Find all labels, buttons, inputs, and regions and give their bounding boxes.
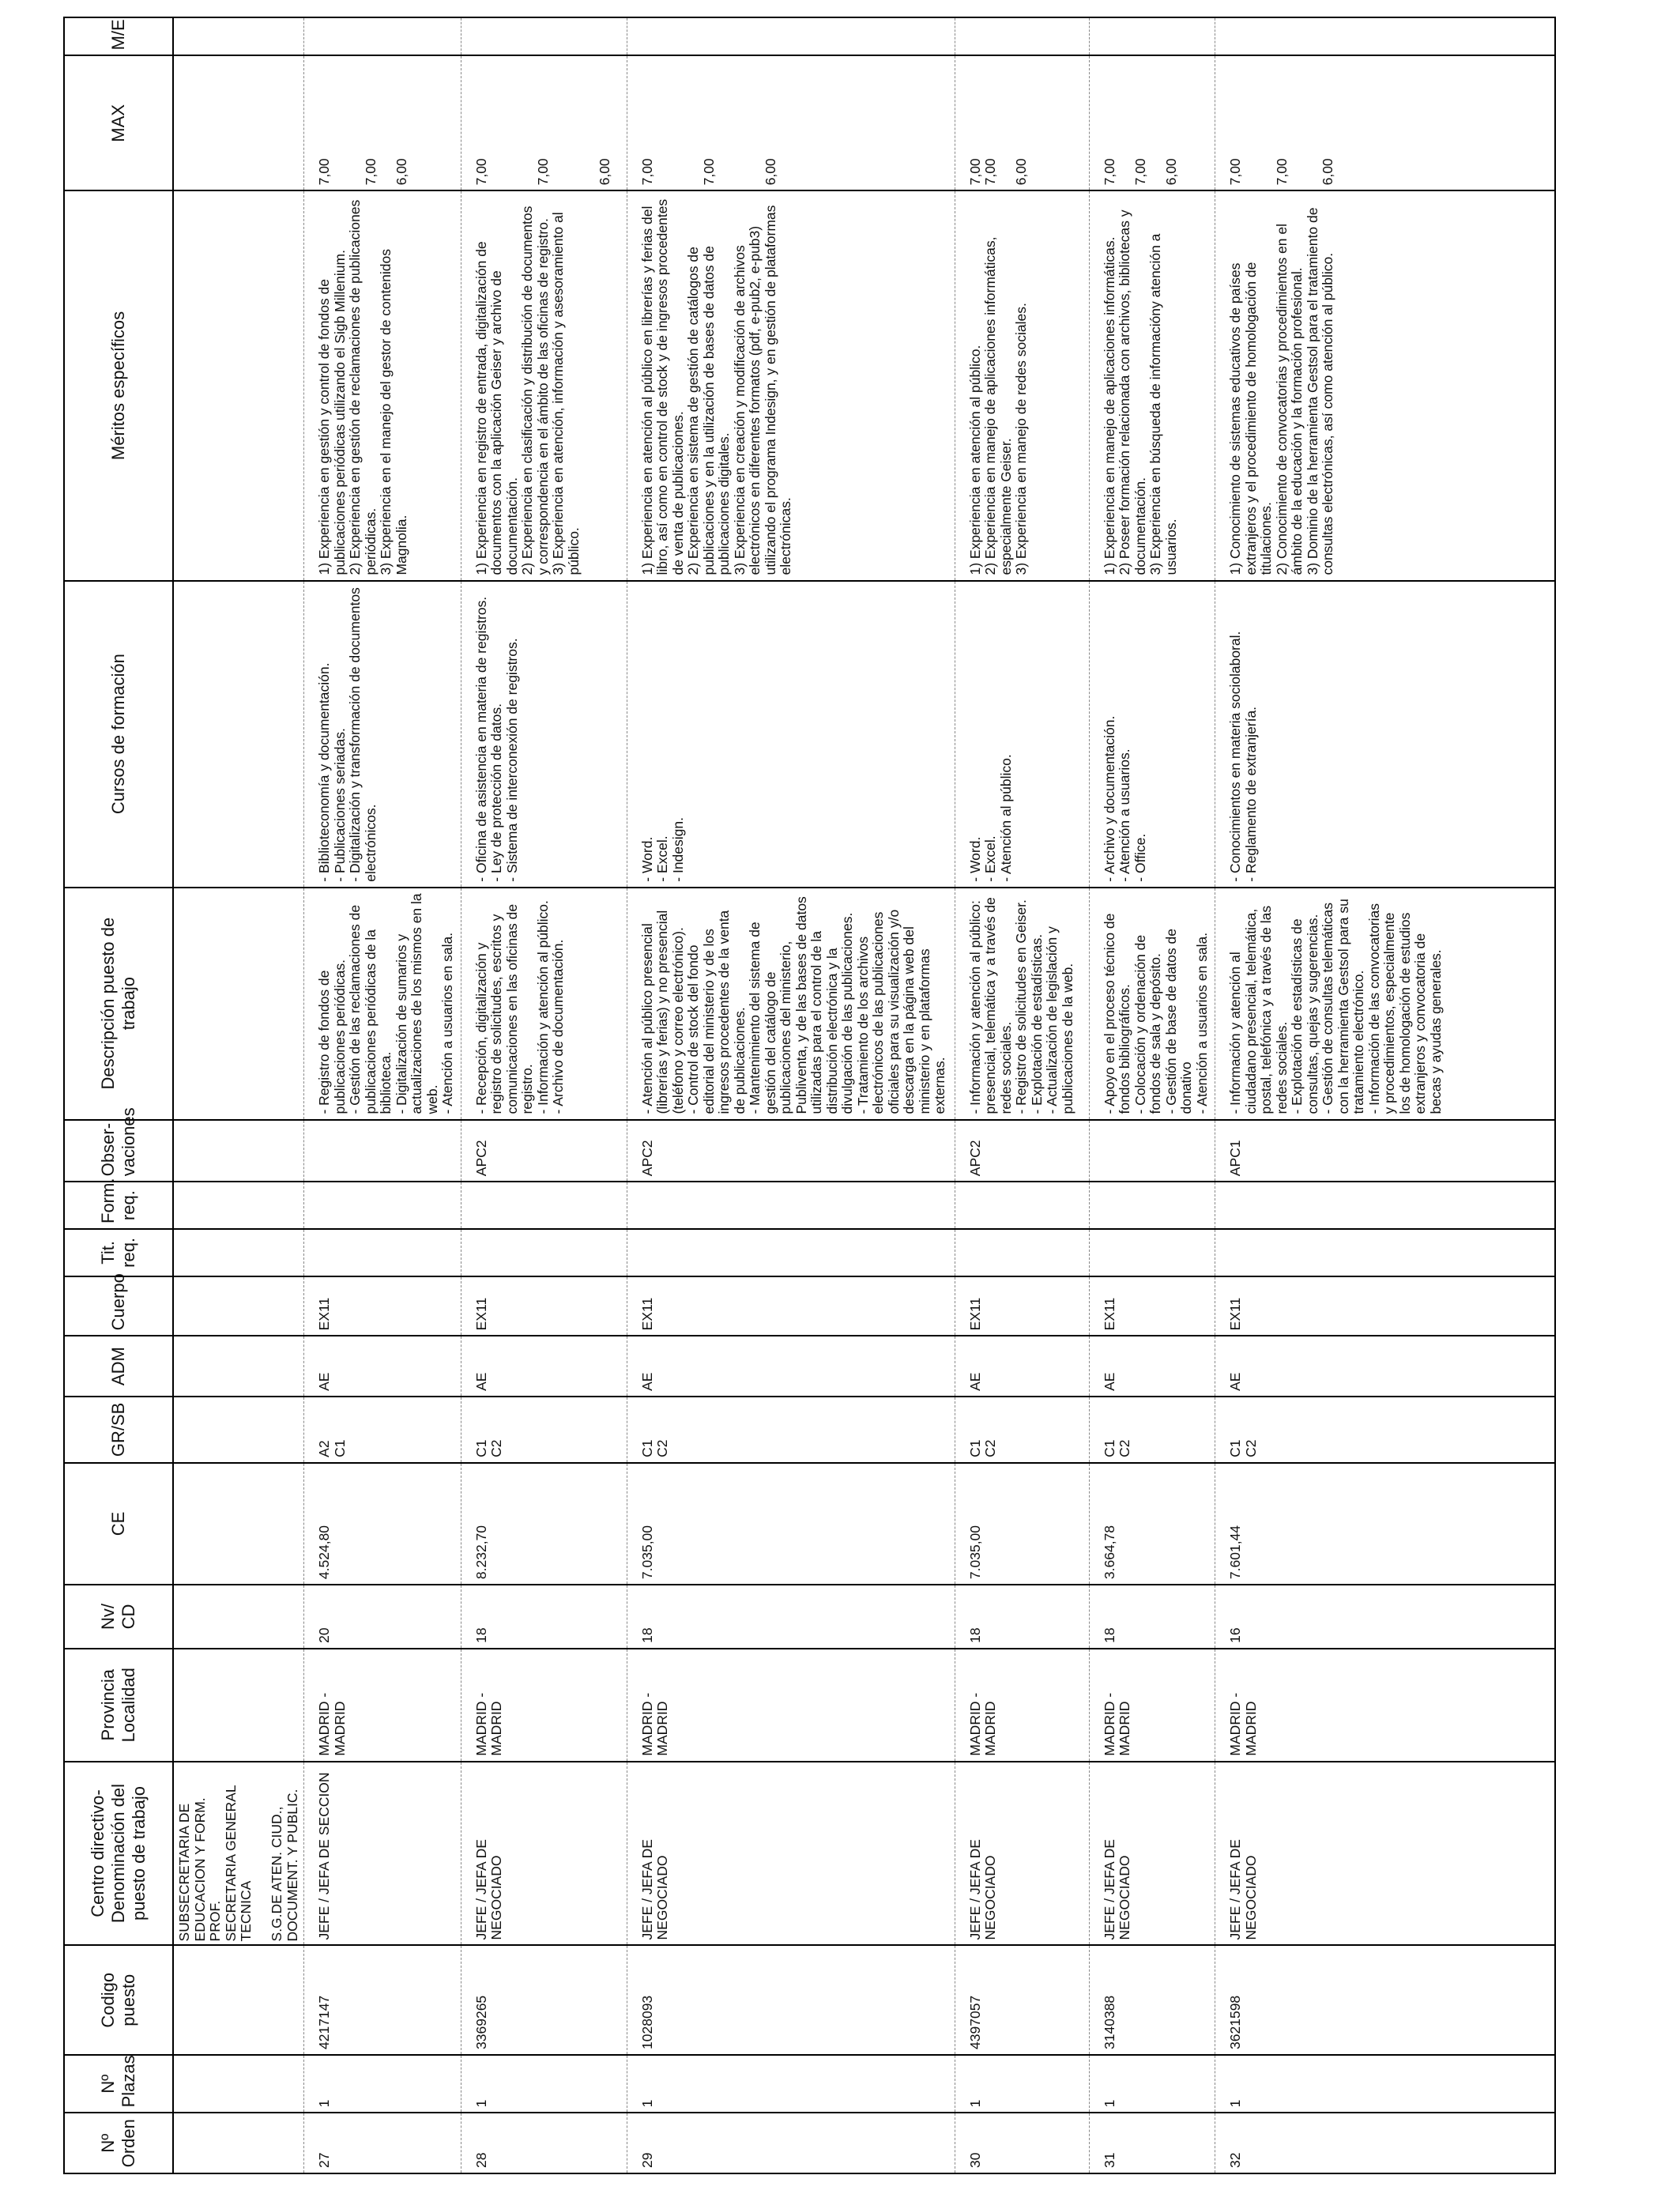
- col-header-centro: Centro directivo-Denominación del puesto de trabajo: [64, 1762, 173, 1946]
- col-header-codigo: Codigo puesto: [64, 1945, 173, 2054]
- tit-cell: [955, 1229, 1089, 1276]
- cursos-cell: - Biblioteconomía y documentación. - Publicaciones seriadas. - Digitalización y transformación de documentos electrónicos.: [304, 581, 461, 888]
- max-cell: 7,00 7,00 6,00: [1089, 55, 1215, 190]
- cursos-cell: - Word. - Excel. - Atención al público.: [955, 581, 1089, 888]
- orden-cell: 31: [1089, 2113, 1215, 2173]
- form-cell: [955, 1182, 1089, 1229]
- form-cell: [1215, 1182, 1555, 1229]
- col-header-descripcion: Descripción puesto de trabajo: [64, 888, 173, 1120]
- orden-cell: 30: [955, 2113, 1089, 2173]
- puesto-cell: JEFE / JEFA DE NEGOCIADO: [1215, 1762, 1555, 1946]
- col-header-tit: Tit. req.: [64, 1229, 173, 1276]
- me-cell: [1215, 17, 1555, 55]
- table-row: [1089, 17, 1215, 2173]
- obs-cell: APC2: [627, 1120, 955, 1182]
- adm-cell: AE: [1215, 1336, 1555, 1397]
- col-header-form: Form. req.: [64, 1182, 173, 1229]
- job-listing-table: [63, 17, 1556, 2174]
- cursos-cell: - Conocimientos en materia sociolaboral. - Reglamento de extranjería.: [1215, 581, 1555, 888]
- form-cell: [304, 1182, 461, 1229]
- provincia-cell: MADRID - MADRID: [1089, 1649, 1215, 1762]
- me-cell: [461, 17, 627, 55]
- me-cell: [627, 17, 955, 55]
- plazas-cell: 1: [1215, 2055, 1555, 2113]
- puesto-cell: JEFE / JEFA DE NEGOCIADO: [461, 1762, 627, 1946]
- nivel-cell: 18: [461, 1585, 627, 1649]
- ce-cell: 7.601,44: [1215, 1463, 1555, 1585]
- grsb-cell: C1 C2: [627, 1397, 955, 1463]
- descripcion-cell: - Información y atención al ciudadano presencial, telemática, postal, telefónica y a través de las redes sociales. - Explotación de estadísticas de consultas, quejas y sugerencias. - Gestión de consultas telemáticas con la herramienta Gestsol para su tratamiento electrónico. - Información de las convocatorias y procedimientos, especialmente los de homologación de estudios extranjeros y convocatoria de becas y ayudas generales.: [1215, 888, 1555, 1120]
- plazas-cell: 1: [627, 2055, 955, 2113]
- col-header-provincia: Provincia Localidad: [64, 1649, 173, 1762]
- plazas-cell: 1: [461, 2055, 627, 2113]
- max-cell: 7,00 7,00 6,00: [627, 55, 955, 190]
- col-header-nivel: Nv/ CD: [64, 1585, 173, 1649]
- form-cell: [627, 1182, 955, 1229]
- obs-cell: APC2: [955, 1120, 1089, 1182]
- ce-cell: 7.035,00: [955, 1463, 1089, 1585]
- adm-cell: AE: [304, 1336, 461, 1397]
- meritos-cell: 1) Experiencia en atención al público. 2) Experiencia en manejo de aplicaciones informáticas, especialmente Geiser. 3) Experiencia en manejo de redes sociales.: [955, 190, 1089, 580]
- codigo-cell: 3621598: [1215, 1945, 1555, 2054]
- table-row: [461, 17, 627, 2173]
- meritos-cell: 1) Experiencia en gestión y control de fondos de publicaciones periódicas utilizando el Sigb Millenium. 2) Experiencia en gestión de reclamaciones de publicaciones periódicas. 3) Experiencia en el manejo del gestor de contenidos Magnolia.: [304, 190, 461, 580]
- ce-cell: 8.232,70: [461, 1463, 627, 1585]
- col-header-cuerpo: Cuerpo: [64, 1276, 173, 1336]
- descripcion-cell: - Atención al público presencial (librerías y ferias) y no presencial (teléfono y correo electrónico). - Control de stock del fondo editorial del ministerio y de los ingresos procedentes de la venta de publicaciones. - Mantenimiento del sistema de gestión del catálogo de publicaciones del ministerio, Publiventa, y de las bases de datos utilizadas para el control de la distribución electrónica y la divulgación de las publicaciones. - Tratamiento de los archivos electrónicos de las publicaciones oficiales para su visualización y/o descarga en la página web del ministerio y en plataformas externas.: [627, 888, 955, 1120]
- cuerpo-cell: EX11: [627, 1276, 955, 1336]
- nivel-cell: 18: [955, 1585, 1089, 1649]
- nivel-cell: 18: [627, 1585, 955, 1649]
- col-header-plazas: Nº Plazas: [64, 2055, 173, 2113]
- plazas-cell: 1: [1089, 2055, 1215, 2113]
- max-cell: 7,00 7,00 6,00: [1215, 55, 1555, 190]
- puesto-cell: JEFE / JEFA DE NEGOCIADO: [955, 1762, 1089, 1946]
- obs-cell: [1089, 1120, 1215, 1182]
- col-header-obs: Obser-vaciones: [64, 1120, 173, 1182]
- codigo-cell: 4217147: [304, 1945, 461, 2054]
- provincia-cell: MADRID - MADRID: [1215, 1649, 1555, 1762]
- cuerpo-cell: EX11: [1215, 1276, 1555, 1336]
- grsb-cell: C1 C2: [1215, 1397, 1555, 1463]
- col-header-cursos: Cursos de formación: [64, 581, 173, 888]
- max-cell: 7,00 7,00 6,00: [304, 55, 461, 190]
- col-header-adm: ADM: [64, 1336, 173, 1397]
- descripcion-cell: - Información y atención al público: presencial, telemática y a través de redes sociales. - Registro de solicitudes en Geiser. - Explotación de estadísticas. - Actualización de legislación y publicaciones de la web.: [955, 888, 1089, 1120]
- puesto-cell: JEFE / JEFA DE NEGOCIADO: [627, 1762, 955, 1946]
- codigo-cell: 4397057: [955, 1945, 1089, 2054]
- plazas-cell: 1: [955, 2055, 1089, 2113]
- cuerpo-cell: EX11: [304, 1276, 461, 1336]
- col-header-me: M/E: [64, 17, 173, 55]
- meritos-cell: 1) Experiencia en atención al público en librerías y ferias del libro, así como en control de stock y de ingresos procedentes de venta de publicaciones. 2) Experiencia en sistema de gestión de catálogos de publicaciones y en la utilización de bases de datos de publicaciones digitales. 3) Experiencia en creación y modificación de archivos electrónicos en diferentes formatos (pdf, e-pub2, e-pub3) utilizando el programa Indesign, y en gestión de plataformas electrónicas.: [627, 190, 955, 580]
- provincia-cell: MADRID - MADRID: [304, 1649, 461, 1762]
- centro-directivo-row: [173, 17, 304, 2173]
- descripcion-cell: - Registro de fondos de publicaciones periódicas. - Gestión de las reclamaciones de publicaciones periódicas de la biblioteca. - Digitalización de sumarios y actualizaciones de los mismos en la web. - Atención a usuarios en sala.: [304, 888, 461, 1120]
- codigo-cell: 3369265: [461, 1945, 627, 2054]
- nivel-cell: 20: [304, 1585, 461, 1649]
- grsb-cell: C1 C2: [461, 1397, 627, 1463]
- provincia-cell: MADRID - MADRID: [627, 1649, 955, 1762]
- header-row: [64, 17, 173, 2173]
- grsb-cell: C1 C2: [955, 1397, 1089, 1463]
- adm-cell: AE: [627, 1336, 955, 1397]
- ce-cell: 3.664,78: [1089, 1463, 1215, 1585]
- obs-cell: [304, 1120, 461, 1182]
- codigo-cell: 3140388: [1089, 1945, 1215, 2054]
- descripcion-cell: - Apoyo en el proceso técnico de fondos bibliográficos. - Colocación y ordenación de fondos de sala y depósito. - Gestión de base de datos de donativo - Atención a usuarios en sala.: [1089, 888, 1215, 1120]
- max-cell: 7,00 7,00 6,00: [955, 55, 1089, 190]
- table-row: [627, 17, 955, 2173]
- meritos-cell: 1) Experiencia en manejo de aplicaciones informáticas. 2) Poseer formación relacionada con archivos, bibliotecas y documentación. 3) Experiencia en búsqueda de informacióny atención a usuarios.: [1089, 190, 1215, 580]
- grsb-cell: C1 C2: [1089, 1397, 1215, 1463]
- nivel-cell: 16: [1215, 1585, 1555, 1649]
- col-header-max: MAX: [64, 55, 173, 190]
- tit-cell: [304, 1229, 461, 1276]
- table-row: [955, 17, 1089, 2173]
- orden-cell: 32: [1215, 2113, 1555, 2173]
- col-header-meritos: Méritos específicos: [64, 190, 173, 580]
- puesto-cell: JEFE / JEFA DE SECCION: [304, 1762, 461, 1946]
- tit-cell: [627, 1229, 955, 1276]
- col-header-orden: Nº Orden: [64, 2113, 173, 2173]
- cuerpo-cell: EX11: [1089, 1276, 1215, 1336]
- table-row: [1215, 17, 1555, 2173]
- form-cell: [1089, 1182, 1215, 1229]
- me-cell: [955, 17, 1089, 55]
- adm-cell: AE: [461, 1336, 627, 1397]
- col-header-ce: CE: [64, 1463, 173, 1585]
- ce-cell: 7.035,00: [627, 1463, 955, 1585]
- puesto-cell: JEFE / JEFA DE NEGOCIADO: [1089, 1762, 1215, 1946]
- ce-cell: 4.524,80: [304, 1463, 461, 1585]
- cuerpo-cell: EX11: [955, 1276, 1089, 1336]
- cursos-cell: - Archivo y documentación. - Atención a usuarios. - Office.: [1089, 581, 1215, 888]
- orden-cell: 29: [627, 2113, 955, 2173]
- tit-cell: [1089, 1229, 1215, 1276]
- orden-cell: 28: [461, 2113, 627, 2173]
- centro-directivo-text: SUBSECRETARIA DE EDUCACION Y FORM. PROF. SECRETARIA GENERAL TECNICA S.G.DE ATEN. CIUD., DOCUMENT. Y PUBLIC.: [173, 1762, 304, 1946]
- col-header-grsb: GR/SB: [64, 1397, 173, 1463]
- cursos-cell: - Word. - Excel. - Indesign.: [627, 581, 955, 888]
- max-cell: 7,00 7,00 6,00: [461, 55, 627, 190]
- adm-cell: AE: [1089, 1336, 1215, 1397]
- tit-cell: [1215, 1229, 1555, 1276]
- me-cell: [304, 17, 461, 55]
- cuerpo-cell: EX11: [461, 1276, 627, 1336]
- provincia-cell: MADRID - MADRID: [461, 1649, 627, 1762]
- me-cell: [1089, 17, 1215, 55]
- obs-cell: APC1: [1215, 1120, 1555, 1182]
- plazas-cell: 1: [304, 2055, 461, 2113]
- cursos-cell: - Oficina de asistencia en materia de registros. - Ley de protección de datos. - Sistema de interconexión de registros.: [461, 581, 627, 888]
- adm-cell: AE: [955, 1336, 1089, 1397]
- nivel-cell: 18: [1089, 1585, 1215, 1649]
- meritos-cell: 1) Experiencia en registro de entrada, digitalización de documentos con la aplicación Geiser y archivo de documentación. 2) Experiencia en clasificación y distribución de documentos y correspondencia en el ámbito de las oficinas de registro. 3) Experiencia en atención, información y asesoramiento al público.: [461, 190, 627, 580]
- form-cell: [461, 1182, 627, 1229]
- descripcion-cell: - Recepción, digitalización y registro de solicitudes, escritos y comunicaciones en las oficinas de registro. - Información y atención al público. - Archivo de documentación.: [461, 888, 627, 1120]
- provincia-cell: MADRID - MADRID: [955, 1649, 1089, 1762]
- table-row: [304, 17, 461, 2173]
- tit-cell: [461, 1229, 627, 1276]
- meritos-cell: 1) Conocimiento de sistemas educativos de países extranjeros y el procedimiento de homologación de titulaciones. 2) Conocimiento de convocatorias y procedimientos en el ámbito de la educación y la formación profesional. 3) Dominio de la herramienta Gestsol para el tratamiento de consultas electrónicas, así como atención al público.: [1215, 190, 1555, 580]
- obs-cell: APC2: [461, 1120, 627, 1182]
- grsb-cell: A2 C1: [304, 1397, 461, 1463]
- orden-cell: 27: [304, 2113, 461, 2173]
- codigo-cell: 1028093: [627, 1945, 955, 2054]
